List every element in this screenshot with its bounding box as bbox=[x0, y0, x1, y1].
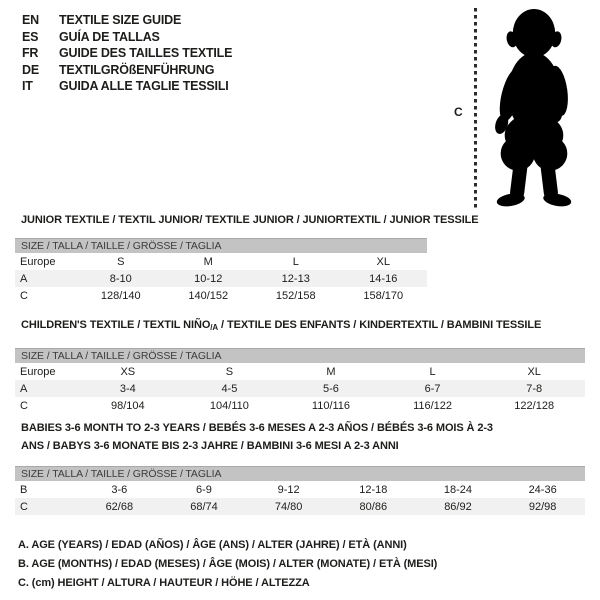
table-row bbox=[15, 397, 585, 414]
cell: XL bbox=[527, 365, 541, 378]
row-label: Europe bbox=[20, 365, 56, 378]
cell: 128/140 bbox=[100, 289, 141, 302]
height-measure-dashed-line bbox=[474, 8, 477, 209]
height-measure-label: C bbox=[454, 105, 463, 119]
junior-size-table bbox=[15, 253, 427, 304]
list-item bbox=[22, 45, 232, 62]
size-header-bar: SIZE / TALLA / TAILLE / GRÖSSE / TAGLIA bbox=[15, 348, 585, 363]
language-code: EN bbox=[22, 13, 39, 27]
legend-notes bbox=[18, 536, 437, 593]
language-title: TEXTILGRÖßENFÜHRUNG bbox=[59, 62, 215, 77]
row-label: A bbox=[20, 272, 28, 285]
row-label: C bbox=[20, 500, 28, 513]
list-item bbox=[22, 78, 232, 95]
cell: L bbox=[429, 365, 436, 378]
cell: 74/80 bbox=[274, 500, 303, 513]
cell: 4-5 bbox=[221, 382, 238, 395]
cell: 152/158 bbox=[275, 289, 316, 302]
children-size-table bbox=[15, 363, 585, 414]
section-title-text: CHILDREN'S TEXTILE / TEXTIL NIÑO bbox=[21, 319, 211, 331]
cell: 116/122 bbox=[413, 399, 453, 412]
language-code: IT bbox=[22, 79, 33, 93]
language-title: TEXTILE SIZE GUIDE bbox=[59, 13, 182, 27]
row-label: C bbox=[20, 289, 28, 302]
cell: 10-12 bbox=[194, 272, 223, 285]
table-row bbox=[15, 498, 585, 515]
cell: 86/92 bbox=[444, 500, 472, 513]
table-row bbox=[15, 380, 585, 397]
legend-note-a: A. AGE (YEARS) / EDAD (AÑOS) / ÂGE (ANS) / ALTER (JAHRE) / ETÀ (ANNI) bbox=[18, 539, 407, 551]
cell: 122/128 bbox=[514, 399, 555, 412]
cell: 3-6 bbox=[111, 483, 128, 496]
list-item bbox=[22, 12, 232, 29]
row-label: A bbox=[20, 382, 28, 395]
table-row bbox=[15, 287, 427, 304]
list-item bbox=[22, 62, 232, 79]
language-title: GUIDE DES TAILLES TEXTILE bbox=[59, 46, 233, 60]
cell: 110/116 bbox=[311, 399, 351, 412]
section-title-text: / TEXTILE DES ENFANTS / KINDERTEXTIL / BAMBINI TESSILE bbox=[218, 319, 542, 331]
table-row bbox=[15, 253, 427, 270]
size-header-bar: SIZE / TALLA / TAILLE / GRÖSSE / TAGLIA bbox=[15, 466, 585, 481]
cell: S bbox=[117, 255, 125, 268]
cell: 5-6 bbox=[323, 382, 339, 395]
row-label: C bbox=[20, 399, 28, 412]
cell: XS bbox=[120, 365, 136, 378]
legend-note-c: C. (cm) HEIGHT / ALTURA / HAUTEUR / HÖHE / ALTEZZA bbox=[18, 577, 310, 589]
cell: 62/68 bbox=[105, 500, 134, 513]
cell: 68/74 bbox=[190, 500, 218, 513]
section-title-babies: BABIES 3-6 MONTH TO 2-3 YEARS / BEBÉS 3-6 MESES A 2-3 AÑOS / BÉBÉS 3-6 MOIS À 2-3 ANS / BABYS 3-6 MONATE BIS 2-3 JAHRE / BAMBINI 3-6 MESI A 2-3 ANNI bbox=[21, 422, 493, 452]
section-title-children bbox=[21, 319, 541, 332]
cell: XL bbox=[376, 255, 390, 268]
language-code: FR bbox=[22, 46, 39, 60]
size-header-bar: SIZE / TALLA / TAILLE / GRÖSSE / TAGLIA bbox=[15, 238, 427, 253]
cell: 12-18 bbox=[359, 483, 388, 496]
baby-silhouette bbox=[486, 6, 583, 208]
cell: 158/170 bbox=[363, 289, 404, 302]
language-title: GUIDA ALLE TAGLIE TESSILI bbox=[59, 79, 229, 93]
cell: 9-12 bbox=[277, 483, 300, 496]
language-code: ES bbox=[22, 29, 39, 44]
cell: 14-16 bbox=[369, 272, 398, 285]
cell: 18-24 bbox=[443, 483, 473, 496]
baby-measure-figure bbox=[450, 5, 598, 212]
table-row bbox=[15, 270, 427, 287]
cell: M bbox=[326, 365, 336, 378]
cell: S bbox=[225, 365, 234, 378]
language-code: DE bbox=[22, 62, 39, 77]
language-title-list bbox=[22, 12, 232, 95]
cell: 80/86 bbox=[359, 500, 388, 513]
cell: 12-13 bbox=[281, 272, 310, 285]
babies-size-table bbox=[15, 481, 585, 515]
legend-note-b: B. AGE (MONTHS) / EDAD (MESES) / ÂGE (MOIS) / ALTER (MONATE) / ETÀ (MESI) bbox=[18, 558, 438, 570]
cell: 6-9 bbox=[196, 483, 212, 496]
cell: 7-8 bbox=[526, 382, 543, 395]
list-item bbox=[22, 29, 232, 46]
table-row bbox=[15, 481, 585, 498]
section-title-subscript: /A bbox=[210, 323, 219, 332]
cell: L bbox=[292, 255, 299, 268]
cell: 3-4 bbox=[119, 382, 136, 395]
cell: 92/98 bbox=[528, 500, 557, 513]
cell: 140/152 bbox=[188, 289, 229, 302]
row-label: B bbox=[20, 483, 28, 496]
cell: 98/104 bbox=[110, 399, 145, 412]
cell: 6-7 bbox=[424, 382, 441, 395]
cell: 104/110 bbox=[209, 399, 249, 412]
cell: M bbox=[203, 255, 213, 268]
language-title: GUÍA DE TALLAS bbox=[59, 29, 160, 44]
section-title-junior: JUNIOR TEXTILE / TEXTIL JUNIOR/ TEXTILE JUNIOR / JUNIORTEXTIL / JUNIOR TESSILE bbox=[21, 214, 479, 226]
cell: 24-36 bbox=[528, 483, 557, 496]
table-row bbox=[15, 363, 585, 380]
cell: 8-10 bbox=[109, 272, 132, 285]
row-label: Europe bbox=[20, 255, 56, 268]
